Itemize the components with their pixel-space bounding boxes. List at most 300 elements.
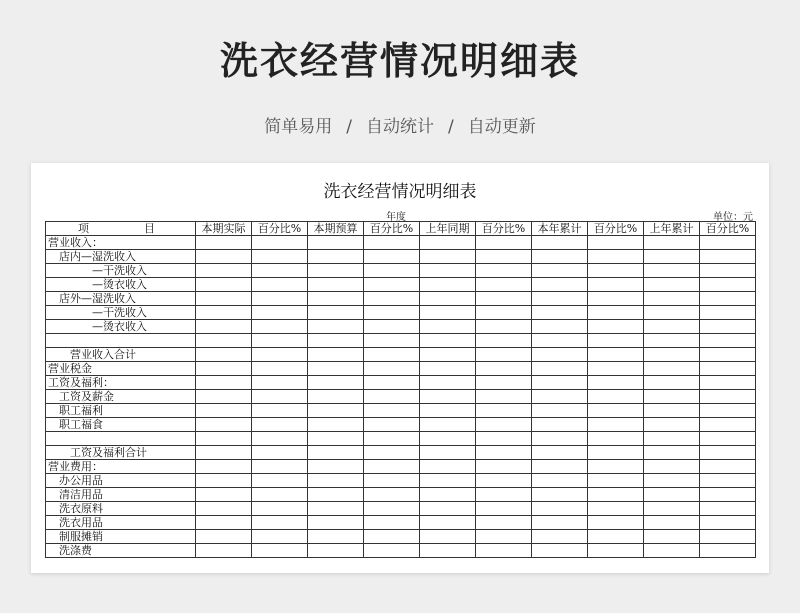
banner-title: 洗衣经营情况明细表: [219, 39, 580, 83]
table-cell: [364, 432, 420, 446]
table-cell: [700, 376, 756, 390]
table-cell: [420, 446, 476, 460]
table-cell: [308, 418, 364, 432]
table-cell: [252, 502, 308, 516]
table-cell: [588, 516, 644, 530]
table-row: [46, 404, 756, 418]
table-row: [46, 502, 756, 516]
table-cell: [252, 320, 308, 334]
table-cell: [252, 264, 308, 278]
table-cell: [700, 320, 756, 334]
table-cell: [588, 390, 644, 404]
table-cell: [196, 446, 252, 460]
table-cell: [364, 250, 420, 264]
table-cell: [364, 390, 420, 404]
table-cell: [196, 264, 252, 278]
table-cell: [196, 390, 252, 404]
table-cell: [420, 292, 476, 306]
table-cell: [420, 320, 476, 334]
header-col-percent: 百分比%: [252, 222, 308, 236]
year-label: 年度: [386, 212, 406, 223]
table-cell: [364, 404, 420, 418]
table-cell: [532, 390, 588, 404]
table-cell: [308, 390, 364, 404]
table-cell: [588, 292, 644, 306]
table-cell: [476, 362, 532, 376]
table-cell: [532, 446, 588, 460]
header-col-last-ytd: 上年累计: [644, 222, 700, 236]
subtitle-part-1: 简单易用: [264, 117, 333, 137]
table-cell: [196, 320, 252, 334]
table-cell: [476, 418, 532, 432]
table-cell: [476, 292, 532, 306]
table-cell: [420, 544, 476, 558]
row-label: 职工福食: [46, 418, 196, 432]
table-cell: [532, 460, 588, 474]
sheet-title: 洗衣经营情况明细表: [323, 182, 477, 202]
table-cell: [532, 502, 588, 516]
table-cell: [476, 348, 532, 362]
table-cell: [476, 404, 532, 418]
row-label: 制服摊销: [46, 530, 196, 544]
table-cell: [588, 278, 644, 292]
table-cell: [308, 306, 364, 320]
table-cell: [700, 236, 756, 250]
row-label: 营业收入：: [46, 236, 196, 250]
table-cell: [196, 292, 252, 306]
table-cell: [420, 418, 476, 432]
table-cell: [420, 250, 476, 264]
table-cell: [476, 264, 532, 278]
row-label: 工资及福利：: [46, 376, 196, 390]
table-cell: [700, 432, 756, 446]
table-cell: [308, 544, 364, 558]
table-cell: [420, 530, 476, 544]
table-cell: [196, 306, 252, 320]
table-cell: [364, 292, 420, 306]
table-row: [46, 474, 756, 488]
table-cell: [252, 418, 308, 432]
table-cell: [252, 390, 308, 404]
row-label: 店外—湿洗收入: [46, 292, 196, 306]
table-cell: [644, 502, 700, 516]
table-cell: [476, 432, 532, 446]
table-row: [46, 278, 756, 292]
table-cell: [588, 348, 644, 362]
table-cell: [476, 236, 532, 250]
table-cell: [644, 516, 700, 530]
table-cell: [308, 516, 364, 530]
table-row: [46, 376, 756, 390]
table-cell: [532, 362, 588, 376]
table-cell: [644, 278, 700, 292]
table-cell: [700, 250, 756, 264]
table-cell: [476, 278, 532, 292]
table-cell: [364, 530, 420, 544]
table-cell: [532, 404, 588, 418]
table-cell: [644, 376, 700, 390]
table-cell: [196, 488, 252, 502]
table-cell: [308, 320, 364, 334]
table-cell: [532, 250, 588, 264]
table-cell: [700, 502, 756, 516]
table-cell: [308, 348, 364, 362]
table-row: [46, 418, 756, 432]
table-cell: [364, 474, 420, 488]
table-cell: [644, 390, 700, 404]
table-row: [46, 544, 756, 558]
table-cell: [476, 334, 532, 348]
table-cell: [252, 376, 308, 390]
header-col-percent: 百分比%: [588, 222, 644, 236]
table-cell: [308, 502, 364, 516]
table-cell: [196, 418, 252, 432]
table-cell: [644, 334, 700, 348]
banner-subtitle: [0, 112, 800, 137]
table-cell: [252, 446, 308, 460]
table-cell: [700, 292, 756, 306]
row-label: [46, 432, 196, 446]
table-cell: [308, 446, 364, 460]
table-row: [46, 236, 756, 250]
table-cell: [588, 376, 644, 390]
detail-table: [45, 221, 756, 558]
table-cell: [476, 530, 532, 544]
table-cell: [476, 390, 532, 404]
table-cell: [308, 362, 364, 376]
table-row: [46, 348, 756, 362]
table-cell: [252, 516, 308, 530]
table-cell: [420, 404, 476, 418]
table-cell: [420, 362, 476, 376]
row-label: —烫衣收入: [46, 320, 196, 334]
table-cell: [364, 362, 420, 376]
header-item-right: 目: [144, 222, 155, 235]
table-cell: [196, 502, 252, 516]
table-cell: [476, 446, 532, 460]
table-cell: [308, 292, 364, 306]
table-cell: [700, 544, 756, 558]
header-col-last-year: 上年同期: [420, 222, 476, 236]
table-cell: [588, 250, 644, 264]
table-cell: [420, 306, 476, 320]
table-cell: [252, 544, 308, 558]
table-cell: [476, 250, 532, 264]
table-cell: [364, 278, 420, 292]
table-cell: [588, 530, 644, 544]
table-cell: [308, 530, 364, 544]
table-cell: [364, 306, 420, 320]
row-label: 洗涤费: [46, 544, 196, 558]
table-cell: [588, 502, 644, 516]
table-cell: [308, 432, 364, 446]
row-label: —干洗收入: [46, 264, 196, 278]
table-cell: [308, 236, 364, 250]
table-cell: [644, 320, 700, 334]
table-cell: [644, 404, 700, 418]
table-cell: [196, 236, 252, 250]
table-cell: [308, 264, 364, 278]
table-cell: [364, 236, 420, 250]
table-cell: [476, 460, 532, 474]
table-cell: [252, 432, 308, 446]
table-cell: [532, 348, 588, 362]
table-cell: [308, 474, 364, 488]
table-cell: [364, 264, 420, 278]
table-cell: [700, 516, 756, 530]
table-cell: [588, 460, 644, 474]
table-cell: [308, 460, 364, 474]
table-cell: [196, 348, 252, 362]
table-cell: [476, 320, 532, 334]
table-row: [46, 362, 756, 376]
header-col-percent: 百分比%: [364, 222, 420, 236]
table-cell: [252, 404, 308, 418]
table-cell: [644, 544, 700, 558]
table-cell: [420, 334, 476, 348]
table-cell: [196, 516, 252, 530]
table-cell: [644, 348, 700, 362]
table-cell: [364, 516, 420, 530]
table-cell: [420, 278, 476, 292]
table-cell: [532, 320, 588, 334]
table-cell: [588, 306, 644, 320]
table-cell: [252, 474, 308, 488]
row-label: —干洗收入: [46, 306, 196, 320]
table-cell: [308, 404, 364, 418]
table-cell: [532, 292, 588, 306]
table-cell: [364, 544, 420, 558]
table-cell: [364, 376, 420, 390]
row-label: 办公用品: [46, 474, 196, 488]
table-cell: [364, 320, 420, 334]
table-cell: [420, 376, 476, 390]
table-cell: [644, 418, 700, 432]
table-cell: [420, 488, 476, 502]
table-cell: [644, 264, 700, 278]
table-cell: [252, 250, 308, 264]
table-cell: [532, 278, 588, 292]
subtitle-part-2: 自动统计: [366, 117, 434, 137]
table-cell: [700, 390, 756, 404]
table-cell: [532, 334, 588, 348]
table-cell: [252, 488, 308, 502]
table-cell: [420, 264, 476, 278]
header-item: [46, 222, 196, 236]
table-cell: [532, 376, 588, 390]
table-cell: [588, 446, 644, 460]
table-row: [46, 432, 756, 446]
table-cell: [700, 530, 756, 544]
table-cell: [588, 544, 644, 558]
table-row: [46, 390, 756, 404]
table-cell: [252, 292, 308, 306]
table-cell: [588, 404, 644, 418]
table-cell: [644, 432, 700, 446]
table-cell: [700, 404, 756, 418]
table-row: [46, 530, 756, 544]
table-cell: [532, 264, 588, 278]
table-cell: [644, 306, 700, 320]
table-cell: [196, 530, 252, 544]
spreadsheet-preview: [31, 163, 769, 573]
table-cell: [196, 474, 252, 488]
header-col-ytd: 本年累计: [532, 222, 588, 236]
table-cell: [420, 390, 476, 404]
table-cell: [700, 278, 756, 292]
row-label: 职工福利: [46, 404, 196, 418]
row-label: 清洁用品: [46, 488, 196, 502]
table-cell: [364, 446, 420, 460]
table-row: [46, 320, 756, 334]
table-cell: [588, 362, 644, 376]
table-cell: [308, 334, 364, 348]
table-cell: [700, 334, 756, 348]
table-cell: [644, 460, 700, 474]
table-cell: [364, 488, 420, 502]
table-row: [46, 516, 756, 530]
table-cell: [588, 432, 644, 446]
table-cell: [476, 502, 532, 516]
table-cell: [588, 418, 644, 432]
table-cell: [476, 488, 532, 502]
table-cell: [364, 418, 420, 432]
table-cell: [588, 334, 644, 348]
table-cell: [644, 446, 700, 460]
table-cell: [700, 348, 756, 362]
table-cell: [700, 446, 756, 460]
row-label: 营业税金: [46, 362, 196, 376]
table-row: [46, 446, 756, 460]
table-cell: [700, 418, 756, 432]
table-cell: [252, 278, 308, 292]
table-cell: [420, 236, 476, 250]
table-cell: [196, 404, 252, 418]
subtitle-part-3: 自动更新: [467, 117, 536, 137]
table-cell: [196, 432, 252, 446]
table-cell: [420, 348, 476, 362]
table-row: [46, 488, 756, 502]
table-cell: [476, 516, 532, 530]
table-cell: [196, 376, 252, 390]
table-cell: [644, 236, 700, 250]
row-label: [46, 334, 196, 348]
table-row: [46, 306, 756, 320]
table-cell: [532, 418, 588, 432]
table-cell: [420, 474, 476, 488]
subtitle-separator: /: [346, 117, 352, 137]
table-cell: [252, 236, 308, 250]
table-cell: [700, 362, 756, 376]
table-cell: [588, 320, 644, 334]
table-cell: [252, 460, 308, 474]
table-cell: [364, 348, 420, 362]
row-label: 营业费用：: [46, 460, 196, 474]
table-cell: [532, 530, 588, 544]
table-cell: [308, 376, 364, 390]
table-cell: [420, 432, 476, 446]
row-label: 店内—湿洗收入: [46, 250, 196, 264]
table-row: [46, 292, 756, 306]
table-cell: [532, 516, 588, 530]
table-cell: [588, 264, 644, 278]
table-row: [46, 264, 756, 278]
table-cell: [476, 376, 532, 390]
table-cell: [644, 488, 700, 502]
row-label: 洗衣原料: [46, 502, 196, 516]
table-cell: [532, 236, 588, 250]
table-cell: [196, 544, 252, 558]
table-cell: [252, 362, 308, 376]
table-cell: [532, 306, 588, 320]
table-cell: [196, 278, 252, 292]
table-cell: [532, 432, 588, 446]
row-label: 工资及福利合计: [46, 446, 196, 460]
table-cell: [588, 488, 644, 502]
table-cell: [700, 306, 756, 320]
table-cell: [644, 362, 700, 376]
table-cell: [420, 516, 476, 530]
subtitle-separator: /: [448, 117, 454, 137]
table-cell: [196, 362, 252, 376]
row-label: —烫衣收入: [46, 278, 196, 292]
table-cell: [364, 334, 420, 348]
table-cell: [420, 502, 476, 516]
table-cell: [308, 278, 364, 292]
row-label: 营业收入合计: [46, 348, 196, 362]
table-cell: [644, 250, 700, 264]
table-cell: [644, 474, 700, 488]
table-cell: [196, 460, 252, 474]
table-cell: [252, 334, 308, 348]
table-cell: [644, 292, 700, 306]
table-cell: [308, 488, 364, 502]
table-cell: [196, 250, 252, 264]
header-col-percent: 百分比%: [476, 222, 532, 236]
table-row: [46, 250, 756, 264]
table-cell: [308, 250, 364, 264]
table-cell: [364, 460, 420, 474]
table-row: [46, 460, 756, 474]
header-row: [46, 222, 756, 236]
header-col-percent: 百分比%: [700, 222, 756, 236]
header-item-left: 项: [78, 222, 89, 235]
table-cell: [700, 264, 756, 278]
unit-label: 单位：元: [713, 212, 753, 223]
header-col-actual: 本期实际: [196, 222, 252, 236]
row-label: 洗衣用品: [46, 516, 196, 530]
table-cell: [196, 334, 252, 348]
table-cell: [252, 530, 308, 544]
table-cell: [476, 544, 532, 558]
table-cell: [476, 474, 532, 488]
table-cell: [588, 474, 644, 488]
header-col-budget: 本期预算: [308, 222, 364, 236]
table-cell: [700, 460, 756, 474]
table-cell: [700, 474, 756, 488]
table-cell: [364, 502, 420, 516]
table-cell: [420, 460, 476, 474]
row-label: 工资及薪金: [46, 390, 196, 404]
table-cell: [532, 488, 588, 502]
table-cell: [588, 236, 644, 250]
table-cell: [644, 530, 700, 544]
table-cell: [532, 474, 588, 488]
table-cell: [476, 306, 532, 320]
table-cell: [252, 306, 308, 320]
table-cell: [252, 348, 308, 362]
table-row: [46, 334, 756, 348]
